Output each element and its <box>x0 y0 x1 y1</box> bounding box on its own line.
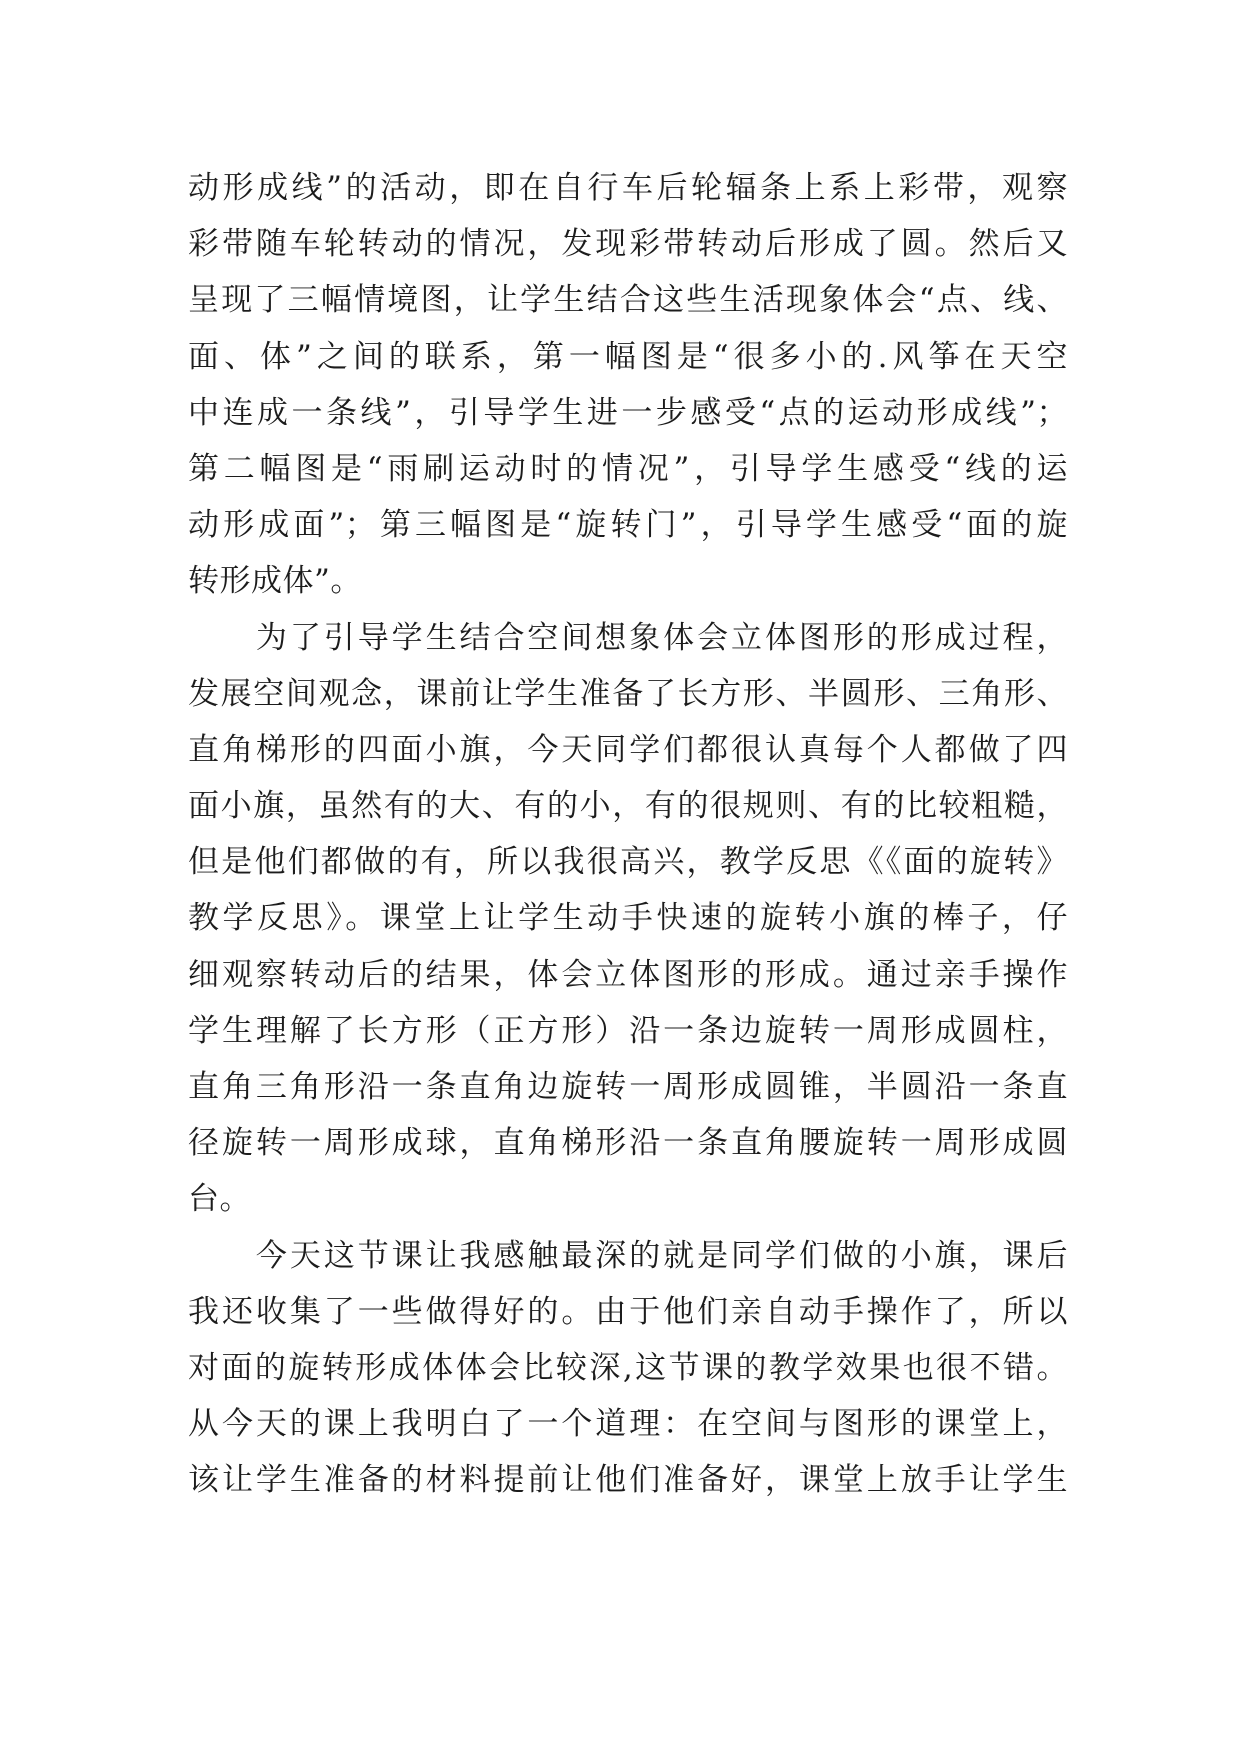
text-line: 学生理解了长方形（正方形）沿一条边旋转一周形成圆柱， <box>188 1012 1068 1049</box>
text-line: 动形成线”的活动，即在自行车后轮辐条上系上彩带，观察 <box>188 170 1068 206</box>
text-line: 台。 <box>188 1181 251 1218</box>
text-line: 彩带随车轮转动的情况，发现彩带转动后形成了圆。然后又 <box>188 226 1068 263</box>
text-line: 动形成面”；第三幅图是“旋转门”，引导学生感受“面的旋 <box>188 507 1068 544</box>
text-line: 该让学生准备的材料提前让他们准备好，课堂上放手让学生 <box>188 1462 1068 1499</box>
text-line: 从今天的课上我明白了一个道理：在空间与图形的课堂上， <box>188 1406 1068 1443</box>
text-line: 呈现了三幅情境图，让学生结合这些生活现象体会“点、线、 <box>188 282 1068 319</box>
text-line: 面小旗，虽然有的大、有的小，有的很规则、有的比较粗糙， <box>188 788 1068 825</box>
text-line: 对面的旋转形成体体会比较深,这节课的教学效果也很不错。 <box>188 1349 1068 1386</box>
body-text <box>188 160 1068 1509</box>
text-line: 今天这节课让我感触最深的就是同学们做的小旗，课后 <box>188 1237 1068 1274</box>
text-line: 但是他们都做的有，所以我很高兴，教学反思《《面的旋转》 <box>188 844 1068 881</box>
text-line: 直角梯形的四面小旗，今天同学们都很认真每个人都做了四 <box>188 731 1068 768</box>
text-line: 我还收集了一些做得好的。由于他们亲自动手操作了，所以 <box>188 1293 1068 1330</box>
text-line: 发展空间观念，课前让学生准备了长方形、半圆形、三角形、 <box>188 675 1068 712</box>
text-line: 面、体”之间的联系，第一幅图是“很多小的.风筝在天空 <box>188 338 1068 375</box>
text-line: 为了引导学生结合空间想象体会立体图形的形成过程， <box>188 619 1068 656</box>
text-line: 直角三角形沿一条直角边旋转一周形成圆锥，半圆沿一条直 <box>188 1069 1068 1105</box>
text-line: 转形成体”。 <box>188 563 362 600</box>
text-line: 教学反思》。课堂上让学生动手快速的旋转小旗的棒子，仔 <box>188 900 1068 937</box>
text-line: 径旋转一周形成球，直角梯形沿一条直角腰旋转一周形成圆 <box>188 1125 1068 1162</box>
text-line: 中连成一条线”，引导学生进一步感受“点的运动形成线”； <box>188 394 1068 431</box>
text-line: 第二幅图是“雨刷运动时的情况”，引导学生感受“线的运 <box>188 450 1068 487</box>
text-line: 细观察转动后的结果，体会立体图形的形成。通过亲手操作 <box>188 956 1068 993</box>
